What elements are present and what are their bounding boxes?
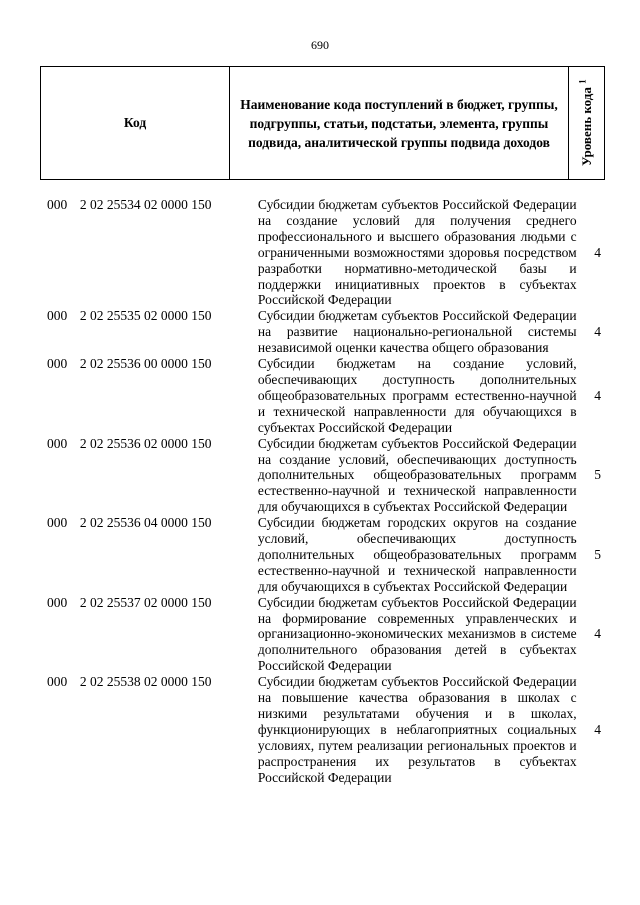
table-row [40, 595, 605, 675]
row-level: 4 [594, 387, 602, 403]
table-row [40, 515, 605, 595]
row-level: 4 [594, 626, 602, 642]
row-code: 2 02 25536 02 0000 150 [79, 435, 212, 451]
row-code: 2 02 25536 04 0000 150 [79, 515, 212, 531]
row-code: 2 02 25534 02 0000 150 [79, 197, 212, 212]
table-row [40, 436, 605, 516]
row-name: Субсидии бюджетам субъектов Российской Федерации на создание условий для получения среднего профессионального и высшего образования людьми с ограниченными возможностями здоровья посредством разработки нормативно-методической базы и поддержки инициативных проектов в субъектах Российской Федерации [257, 197, 577, 308]
table-row [40, 674, 605, 785]
row-level: 4 [594, 244, 602, 260]
row-admin-code: 000 [47, 594, 68, 610]
row-code: 2 02 25538 02 0000 150 [79, 674, 212, 690]
header-code: Код [123, 115, 147, 130]
row-admin-code: 000 [47, 356, 68, 372]
row-admin-code: 000 [47, 515, 68, 531]
row-level: 5 [594, 467, 602, 483]
header-level [569, 67, 604, 179]
row-admin-code: 000 [47, 197, 68, 212]
header-name: Наименование кода поступлений в бюджет, группы, подгруппы, статьи, подстатьи, элемента, группы подвида, аналитической группы подвида доходов [229, 67, 569, 179]
page-number: 690 [311, 38, 329, 52]
table-header [40, 66, 605, 180]
row-code: 2 02 25535 02 0000 150 [79, 308, 212, 324]
row-name: Субсидии бюджетам субъектов Российской Федерации на повышение качества образования в школах с низкими результатами обучения и в школах, функционирующих в неблагоприятных социальных условиях, путем реализации региональных проектов и распространения их результатов в субъектах Российской Федерации [257, 674, 577, 785]
row-code: 2 02 25536 00 0000 150 [79, 356, 212, 372]
row-admin-code: 000 [47, 308, 68, 324]
header-level-footnote: 1 [577, 79, 588, 85]
row-level: 5 [594, 546, 602, 562]
header-level-text: Уровень кода [579, 87, 595, 167]
row-admin-code: 000 [47, 435, 68, 451]
row-level: 4 [594, 721, 602, 737]
header-level-label [578, 80, 595, 167]
row-name: Субсидии бюджетам на создание условий, обеспечивающих доступность дополнительных общеобразовательных программ естественно-научной и технической направленности для обучающихся в субъектах Российской Федерации [257, 356, 577, 435]
row-level: 4 [594, 324, 602, 340]
row-name: Субсидии бюджетам городских округов на создание условий, обеспечивающих доступность дополнительных общеобразовательных программ естественно-научной и технической направленности для обучающихся в субъектах Российской Федерации [257, 515, 577, 594]
row-code: 2 02 25537 02 0000 150 [79, 594, 212, 610]
table-row [40, 356, 605, 436]
table-body [40, 197, 605, 786]
row-admin-code: 000 [47, 674, 68, 690]
table-row [40, 308, 605, 356]
table-row [40, 197, 605, 308]
row-name: Субсидии бюджетам субъектов Российской Федерации на создание условий, обеспечивающих доступность дополнительных общеобразовательных программ естественно-научной и технической направленности для обучающихся в субъектах Российской Федерации [257, 435, 577, 515]
row-name: Субсидии бюджетам субъектов Российской Федерации на формирование современных управленческих и организационно-экономических механизмов в системе дополнительного образования детей в субъектах Российской Федерации [257, 594, 577, 674]
row-name: Субсидии бюджетам субъектов Российской Федерации на развитие национально-региональной системы независимой оценки качества общего образования [257, 308, 577, 356]
